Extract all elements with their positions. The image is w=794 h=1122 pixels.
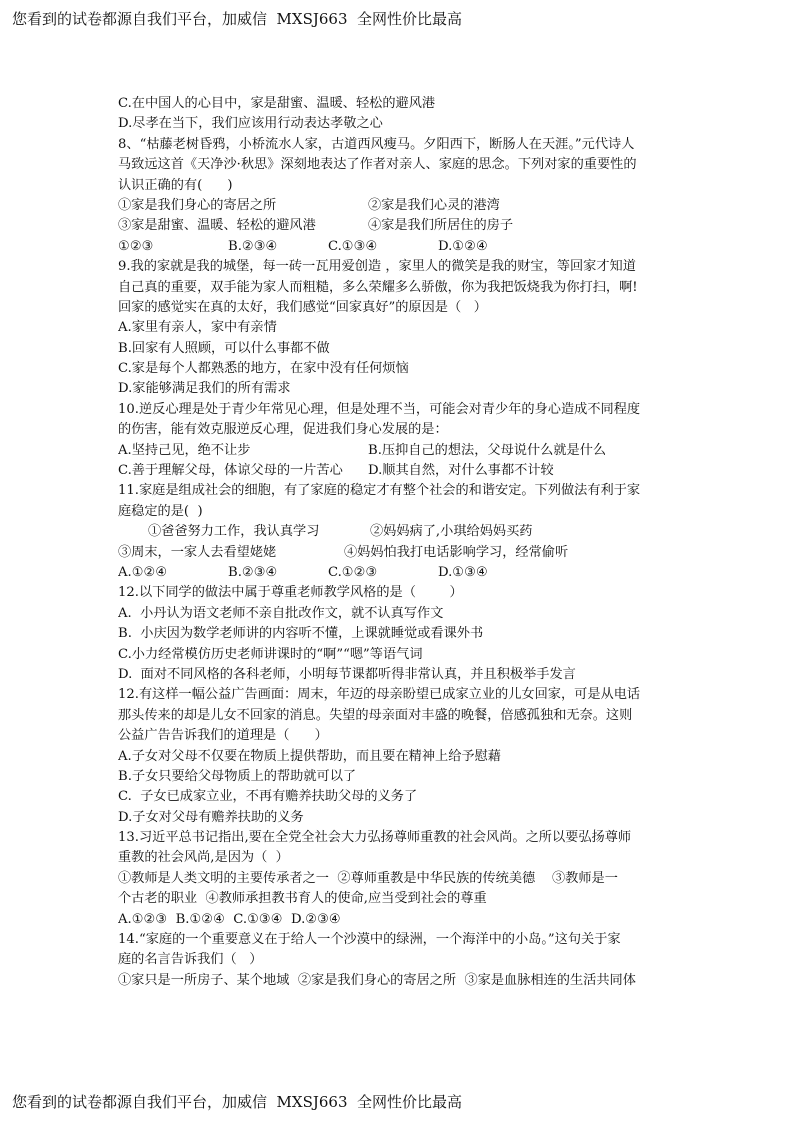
q8-statements-row-1	[118, 196, 688, 216]
q11-choice-d: D.①③④	[438, 564, 488, 580]
question-14-line-1: 14.“家庭的一个重要意义在于给人一个沙漠中的绿洲，一个海洋中的小岛。”这句关于家	[118, 932, 621, 948]
question-10-line-1: 10.逆反心理是处于青少年常见心理，但是处理不当，可能会对青少年的身心造成不同程度	[118, 401, 641, 417]
q13-statements-line-2: 个古老的职业 ④教师承担教书育人的使命,应当受到社会的尊重	[118, 891, 487, 907]
footer-banner: 您看到的试卷都源自我们平台，加威信 MXSJ663 全网性价比最高	[12, 1093, 463, 1111]
question-11-line-1: 11.家庭是组成社会的细胞，有了家庭的稳定才有整个社会的和谐安定。下列做法有利于家	[118, 483, 641, 499]
q9-option-a: A.家里有亲人，家中有亲情	[118, 320, 277, 336]
q10-option-a: A.坚持己见，绝不让步	[118, 442, 251, 458]
question-11-line-2: 庭稳定的是( )	[118, 503, 203, 519]
q11-statement-3: ③周末，一家人去看望姥姥	[118, 544, 277, 560]
question-12-line-1: 12.以下同学的做法中属于尊重老师教学风格的是（ ）	[118, 585, 463, 601]
question-13-line-2: 重教的社会风尚,是因为（ ）	[118, 850, 289, 866]
header-banner: 您看到的试卷都源自我们平台，加威信 MXSJ663 全网性价比最高	[12, 10, 463, 28]
q9-option-d: D.家能够满足我们的所有需求	[118, 381, 291, 397]
q8-statement-2: ②家是我们心灵的港湾	[368, 197, 500, 213]
q12b-option-b: B.子女只要给父母物质上的帮助就可以了	[118, 768, 357, 784]
q8-statement-1: ①家是我们身心的寄居之所	[118, 197, 277, 213]
option-d-q7: D.尽孝在当下，我们应该用行动表达孝敬之心	[118, 116, 383, 132]
q8-choice-c: C.①③④	[328, 238, 378, 254]
q14-statements-line-1: ①家只是一所房子、某个地域 ②家是我们身心的寄居之所 ③家是血脉相连的生活共同体	[118, 972, 636, 988]
question-8-line-2: 马致远这首《天净沙·秋思》深刻地表达了作者对亲人、家庭的思念。下列对家的重要性的	[118, 157, 637, 173]
q12-option-b: B. 小庆因为数学老师讲的内容听不懂，上课就睡觉或看课外书	[118, 626, 484, 642]
q10-options-row-1	[118, 441, 688, 461]
question-9-line-1: 9.我的家就是我的城堡，每一砖一瓦用爱创造 ，家里人的微笑是我的财宝，等回家才知道	[118, 259, 636, 275]
question-8-line-3: 认识正确的有( )	[118, 177, 233, 193]
question-14-line-2: 庭的名言告诉我们（ ）	[118, 952, 263, 968]
q8-choice-d: D.①②④	[438, 238, 488, 254]
q8-choices	[118, 237, 688, 257]
q13-statements-line-1: ①教师是人类文明的主要传承者之一 ②尊师重教是中华民族的传统美德 ③教师是一	[118, 870, 618, 886]
q8-statement-4: ④家是我们所居住的房子	[368, 218, 514, 234]
q12-option-c: C.小力经常模仿历史老师讲课时的“啊”“嗯”等语气词	[118, 646, 423, 662]
exam-content	[118, 94, 688, 991]
q11-statements-row-2	[118, 543, 688, 563]
q8-statement-3: ③家是甜蜜、温暖、轻松的避风港	[118, 218, 316, 234]
question-10-line-2: 的伤害，能有效克服逆反心理，促进我们身心发展的是：	[118, 422, 448, 438]
q11-statements-row-1	[118, 522, 688, 542]
question-12b-line-3: 公益广告告诉我们的道理是（ ）	[118, 728, 328, 744]
q11-choices	[118, 563, 688, 583]
q12b-option-c: C. 子女已成家立业，不再有赡养扶助父母的义务了	[118, 789, 418, 805]
q12-option-d: D. 面对不同风格的各科老师，小明每节课都听得非常认真，并且积极举手发言	[118, 666, 576, 682]
q10-option-d: D.顺其自然，对什么事都不计较	[368, 463, 554, 479]
q12b-option-d: D.子女对父母有赡养扶助的义务	[118, 809, 304, 825]
q11-choice-c: C.①②③	[328, 564, 378, 580]
q10-option-b: B.压抑自己的想法，父母说什么就是什么	[368, 442, 607, 458]
question-9-line-3: 回家的感觉实在真的太好，我们感觉“回家真好”的原因是（ ）	[118, 299, 487, 315]
q8-statements-row-2	[118, 216, 688, 236]
q12b-option-a: A.子女对父母不仅要在物质上提供帮助，而且要在精神上给予慰藉	[118, 748, 501, 764]
question-8-line-1: 8、“枯藤老树昏鸦，小桥流水人家，古道西风瘦马。夕阳西下，断肠人在天涯。”元代诗人	[118, 136, 635, 152]
q9-option-b: B.回家有人照顾，可以什么事都不做	[118, 340, 330, 356]
q8-choice-a: ①②③	[118, 238, 154, 254]
question-9-line-2: 自己真的重要，双手能为家人而粗糙，多么荣耀多么骄傲，你为我把饭烧我为你打扫，啊!	[118, 279, 638, 295]
q9-option-c: C.家是每个人都熟悉的地方，在家中没有任何烦恼	[118, 361, 409, 377]
q11-statement-2: ②妈妈病了,小琪给妈妈买药	[370, 524, 533, 540]
q10-option-c: C.善于理解父母，体谅父母的一片苦心	[118, 463, 343, 479]
question-12b-line-2: 那头传来的却是儿女不回家的消息。失望的母亲面对丰盛的晚餐，倍感孤独和无奈。这则	[118, 707, 633, 723]
q11-statement-4: ④妈妈怕我打电话影响学习，经常偷听	[344, 544, 569, 560]
option-c-q7: C.在中国人的心目中，家是甜蜜、温暖、轻松的避风港	[118, 96, 436, 111]
q8-choice-b: B.②③④	[228, 238, 278, 254]
q11-statement-1: ①爸爸努力工作，我认真学习	[148, 524, 320, 540]
question-12b-line-1: 12.有这样一幅公益广告画面：周末，年迈的母亲盼望已成家立业的儿女回家，可是从电话	[118, 687, 641, 703]
q12-option-a: A. 小丹认为语文老师不亲自批改作文，就不认真写作文	[118, 605, 444, 621]
q11-choice-a: A.①②④	[118, 564, 168, 580]
q11-choice-b: B.②③④	[228, 564, 278, 580]
q10-options-row-2	[118, 461, 688, 481]
question-13-line-1: 13.习近平总书记指出,要在全党全社会大力弘扬尊师重教的社会风尚。之所以要弘扬尊师	[118, 830, 632, 846]
q13-choices: A.①②③ B.①②④ C.①③④ D.②③④	[118, 911, 341, 927]
